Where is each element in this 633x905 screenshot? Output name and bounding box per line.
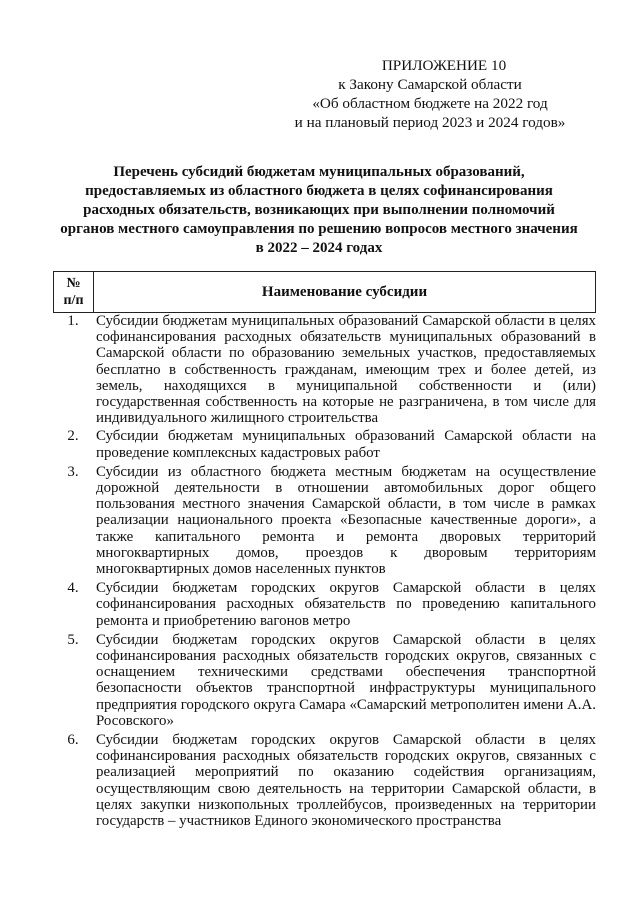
- table-row: [53, 732, 596, 829]
- row-text: Субсидии из областного бюджета местным бюджетам на осуществление дорожной деятельности в отношении автомобильных дорог общего пользования местного значения Самарской области, в том числе в рамках реализации национального проекта «Безопасные качественные дороги», а также капитального ремонта и ремонта дворовых территорий многоквартирных домов, проездов к дворовым территориям многоквартирных домов населенных пунктов: [96, 463, 596, 578]
- row-number: 2.: [67, 428, 79, 445]
- header-number-label: п/п: [63, 293, 84, 308]
- table-row: [53, 313, 596, 426]
- row-text: Субсидии бюджетам городских округов Самарской области в целях софинансирования расходных обязательств городских округов, связанных с оснащением техническими средствами обеспечения транспортной безопасности объектов транспортной инфраструктуры муниципального предприятия городского округа Самара «Самарский метрополитен имени А.А. Росовского»: [96, 631, 596, 729]
- table-row: [53, 464, 596, 577]
- row-number: 3.: [67, 463, 79, 480]
- table-header: [53, 271, 596, 313]
- table-row: [53, 428, 596, 460]
- title-line-2: предоставляемых из областного бюджета в целях софинансирования: [85, 183, 553, 199]
- title-line-4: органов местного самоуправления по решению вопросов местного значения: [60, 221, 578, 237]
- header-number-cell: [54, 272, 94, 312]
- row-number: 5.: [67, 631, 79, 648]
- row-text: Субсидии бюджетам муниципальных образований Самарской области в целях софинансирования расходных обязательств муниципальных образований в Самарской области по образованию земельных участков, предоставляемых бесплатно в собственность гражданам, имеющим трех и более детей, из земель, находящихся в муниципальной собственности и (или) государственная собственность на которые не разграничена, в том числе для индивидуального жилищного строительства: [96, 313, 596, 427]
- row-text: Субсидии бюджетам городских округов Самарской области в целях софинансирования расходных обязательств по проведению капитального ремонта и приобретению вагонов метро: [96, 580, 596, 629]
- appendix-block: [280, 56, 580, 132]
- row-number: 6.: [67, 732, 79, 749]
- row-text: Субсидии бюджетам городских округов Самарской области в целях софинансирования расходных обязательств городских округов, связанных с реализацией мероприятий по оказанию содействия организациям, осуществляющим свою деятельность на территории Самарской области, в целях закупки низкопольных троллейбусов, произведенных на территории государств – участников Единого экономического пространства: [96, 732, 596, 830]
- subsidy-list: [53, 313, 596, 829]
- title-line-5: в 2022 – 2024 годах: [255, 240, 383, 256]
- document-title: [40, 163, 598, 258]
- title-line-1: Перечень субсидий бюджетам муниципальных образований,: [113, 164, 525, 180]
- table-row: [53, 632, 596, 729]
- appendix-line-3: и на плановый период 2023 и 2024 годов»: [294, 114, 566, 131]
- header-name-cell: Наименование субсидии: [261, 283, 428, 300]
- title-line-3: расходных обязательств, возникающих при выполнении полномочий: [83, 202, 555, 218]
- appendix-title: ПРИЛОЖЕНИЕ 10: [381, 57, 507, 74]
- table-row: [53, 580, 596, 629]
- row-number: 1.: [67, 313, 79, 329]
- appendix-line-1: к Закону Самарской области: [338, 76, 522, 93]
- appendix-line-2: «Об областном бюджете на 2022 год: [312, 95, 548, 112]
- header-number-symbol: №: [66, 276, 81, 291]
- row-number: 4.: [67, 580, 79, 597]
- row-text: Субсидии бюджетам муниципальных образований Самарской области на проведение комплексных кадастровых работ: [96, 428, 596, 461]
